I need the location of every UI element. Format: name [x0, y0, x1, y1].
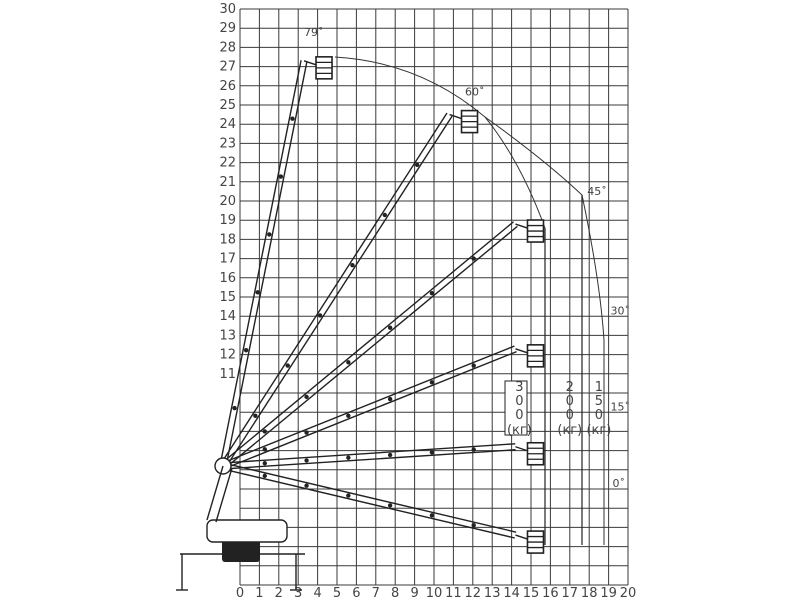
boom-section-joint	[430, 513, 434, 517]
zone-capacity-digit: 0	[565, 408, 574, 423]
angle-label: 30˚	[610, 304, 631, 318]
booms	[220, 57, 543, 553]
x-tick-label: 11	[445, 586, 462, 600]
zone-labels	[507, 380, 611, 438]
x-tick-label: 18	[580, 586, 598, 600]
y-tick-label: 16	[219, 270, 236, 286]
lower-boom	[207, 466, 223, 520]
boom-section-joint	[346, 360, 350, 364]
x-tick-label: 1	[255, 586, 264, 600]
x-tick-label: 5	[332, 586, 342, 600]
zone-capacity-unit: (кг)	[586, 423, 612, 438]
angle-label: 45˚	[587, 185, 607, 199]
boom-rail	[223, 444, 515, 463]
grid	[240, 9, 628, 585]
x-tick-label: 20	[619, 586, 637, 600]
angle-label: 15˚	[610, 400, 631, 414]
boom-section-joint	[304, 395, 308, 399]
boom-section-joint	[388, 397, 392, 401]
boom-section-joint	[256, 290, 260, 294]
x-tick-label: 2	[274, 586, 283, 600]
zone-capacity-digit: 3	[515, 380, 524, 395]
zone-capacity-digit: 0	[515, 394, 524, 409]
boom-rail	[226, 61, 307, 466]
boom-rail	[223, 450, 515, 469]
y-tick-label: 27	[219, 59, 236, 75]
boom-section-joint	[304, 430, 308, 434]
y-tick-label: 24	[219, 117, 236, 133]
boom-section-joint	[304, 484, 308, 488]
zone-capacity-digit: 0	[594, 408, 604, 423]
boom-section-joint	[346, 414, 350, 418]
y-tick-label: 11	[219, 366, 236, 382]
x-tick-label: 7	[371, 586, 380, 600]
y-tick-label: 12	[219, 347, 236, 363]
zone-capacity-digit: 1	[594, 380, 604, 395]
zone-capacity-digit: 2	[565, 380, 574, 395]
boom-section-joint	[279, 174, 283, 178]
angle-label: 79˚	[304, 25, 324, 39]
x-tick-label: 12	[464, 586, 482, 600]
turret	[222, 540, 260, 562]
boom-section-joint	[471, 447, 475, 451]
boom-section-joint	[346, 456, 350, 460]
boom-section-joint	[304, 458, 308, 462]
angle-label: 60˚	[465, 85, 485, 99]
y-tick-label: 19	[219, 213, 236, 229]
boom-79deg	[220, 57, 332, 467]
x-tick-label: 17	[561, 586, 579, 600]
y-tick-label: 14	[219, 309, 236, 325]
lower-boom-inner	[216, 468, 232, 522]
y-tick-label: 13	[219, 328, 236, 344]
boom-section-joint	[471, 523, 475, 527]
boom-section-joint	[290, 117, 294, 121]
boom-section-joint	[388, 503, 392, 507]
basket-link	[515, 535, 527, 539]
zone-capacity-digit: 5	[594, 394, 604, 409]
x-tick-label: 13	[483, 586, 501, 600]
x-tick-label: 10	[425, 586, 443, 600]
angle-label: 0˚	[612, 477, 625, 491]
boom-section-joint	[244, 348, 248, 352]
y-tick-label: 17	[219, 251, 236, 267]
y-tick-label: 23	[219, 136, 236, 152]
basket-link	[515, 349, 527, 353]
y-tick-label: 21	[219, 174, 236, 190]
boom-section-joint	[263, 461, 267, 465]
chassis	[207, 520, 287, 542]
y-tick-label: 28	[219, 40, 236, 56]
y-tick-label: 18	[219, 232, 236, 248]
x-tick-label: 4	[313, 586, 322, 600]
boom-section-joint	[318, 313, 322, 317]
y-tick-label: 26	[219, 78, 236, 94]
zone-capacity-unit: (кг)	[557, 423, 583, 438]
y-tick-label: 15	[219, 290, 236, 305]
boom-section-joint	[346, 493, 350, 497]
zone-capacity-digit: 0	[515, 408, 524, 423]
boom-section-joint	[286, 363, 290, 367]
boom-rail	[221, 222, 513, 464]
basket-link	[515, 224, 527, 228]
boom-section-joint	[263, 474, 267, 478]
x-tick-label: 6	[352, 586, 361, 600]
x-tick-label: 9	[410, 586, 419, 600]
zone-capacity-unit: (кг)	[506, 423, 532, 438]
boom-section-joint	[388, 326, 392, 330]
y-tick-label: 22	[219, 155, 236, 171]
x-tick-label: 14	[503, 586, 520, 600]
boom-section-joint	[471, 363, 475, 367]
boom-section-joint	[267, 232, 271, 236]
boom-section-joint	[430, 291, 434, 295]
boom-section-joint	[415, 163, 419, 167]
boom-15deg	[223, 443, 544, 469]
y-tick-label: 30	[219, 2, 236, 17]
y-tick-label: 29	[219, 21, 236, 37]
x-tick-label: 8	[391, 586, 400, 600]
x-tick-label: 0	[235, 586, 245, 600]
boom-section-joint	[388, 453, 392, 457]
boom-section-joint	[430, 450, 434, 454]
y-tick-label: 20	[219, 194, 236, 209]
boom-section-joint	[430, 380, 434, 384]
x-tick-label: 15	[522, 586, 540, 600]
boom-section-joint	[232, 406, 236, 410]
boom-rail	[225, 226, 517, 468]
boom-section-joint	[253, 414, 257, 418]
boom-section-joint	[263, 429, 267, 433]
boom-section-joint	[263, 447, 267, 451]
boom-section-joint	[383, 213, 387, 217]
x-tick-label: 19	[600, 586, 617, 600]
x-tick-label: 3	[294, 586, 303, 600]
zone-capacity-digit: 0	[565, 394, 574, 409]
boom-rail	[220, 113, 447, 464]
boom-section-joint	[471, 256, 475, 260]
x-tick-label: 16	[542, 586, 559, 600]
y-tick-label: 25	[219, 98, 236, 113]
zone-lines	[505, 195, 582, 545]
boom-section-joint	[350, 263, 354, 267]
